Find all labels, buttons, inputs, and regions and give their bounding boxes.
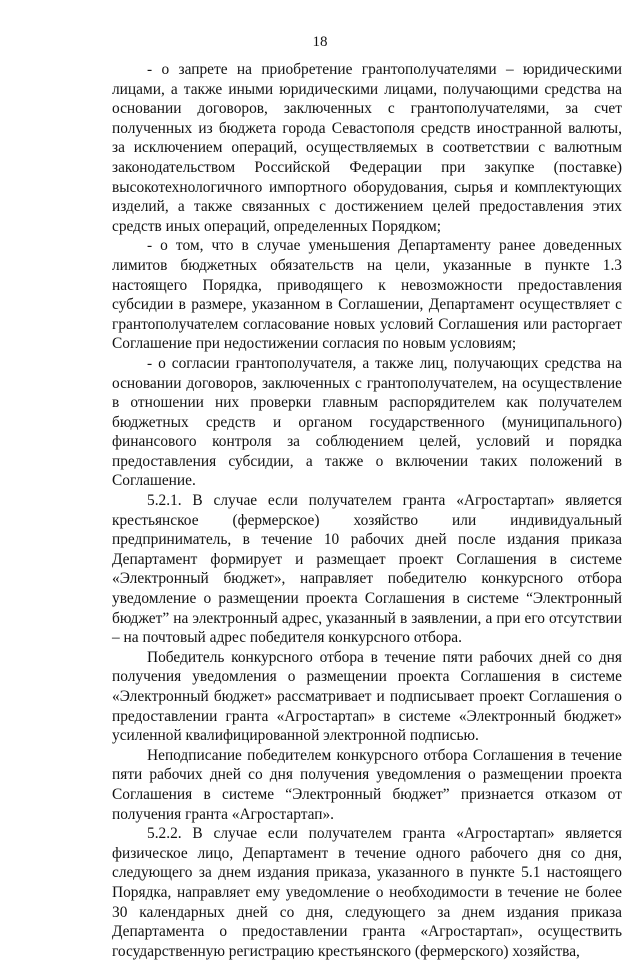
paragraph-5-2-2: 5.2.2. В случае если получателем гранта «Агростартап» является физическое лицо, Департамент в течение одного рабочего дня со дня, следующего за днем издания приказа, указанного в пункте 5.1 настоящего Порядка, направляет ему уведомление о необходимости в течение не более 30 календарных дней со дня, следующего за днем издания приказа Департамента о предоставлении гранта «Агростартап», осуществить государственную регистрацию крестьянского (фермерского) хозяйства,: [112, 825, 622, 960]
paragraph-5-2-1: 5.2.1. В случае если получателем гранта «Агростартап» является крестьянское (фермерское) хозяйство или индивидуальный предприниматель, в течение 10 рабочих дней после издания приказа Департамент формирует и размещает проект Соглашения в системе «Электронный бюджет», направляет победителю конкурсного отбора уведомление о размещении проекта Соглашения в системе “Электронный бюджет” на электронный адрес, указанный в заявлении, а при его отсутствии – на почтовый адрес победителя конкурсного отбора.: [112, 492, 622, 647]
paragraph-inspection-consent: - о согласии грантополучателя, а также лиц, получающих средства на основании договоров, заключенных с грантополучателем, на осуществление в отношении них проверки главным распорядителем как получателем бюджетных средств и органом государственного (муниципального) финансового контроля за соблюдением целей, условий и порядка предоставления субсидии, а также о включении таких положений в Соглашение.: [112, 354, 622, 490]
paragraph-non-signing: Неподписание победителем конкурсного отбора Соглашения в течение пяти рабочих дней со дня получения уведомления о размещении проекта Соглашения в системе “Электронный бюджет” признается отказом от получения гранта «Агростартап».: [112, 746, 622, 823]
paragraph-signing: Победитель конкурсного отбора в течение пяти рабочих дней со дня получения уведомления о размещении проекта Соглашения в системе «Электронный бюджет» рассматривает и подписывает проект Соглашения о предоставлении гранта «Агростартап» в системе «Электронный бюджет» усиленной квалифицированной электронной подписью.: [112, 648, 622, 745]
paragraph-limits-reduction: - о том, что в случае уменьшения Департаменту ранее доведенных лимитов бюджетных обязательств на цели, указанные в пункте 1.3 настоящего Порядка, приводящего к невозможности предоставления субсидии в размере, указанном в Соглашении, Департамент осуществляет с грантополучателем согласование новых условий Соглашения или расторгает Соглашение при недостижении согласия по новым условиям;: [112, 237, 622, 353]
body-text: [112, 60, 622, 961]
paragraph-currency-ban: - о запрете на приобретение грантополучателями – юридическими лицами, а также иными юридическими лицами, получающими средства на основании договоров, заключенных с грантополучателями, за счет полученных из бюджета города Севастополя средств иностранной валюты, за исключением операций, осуществляемых в соответствии с валютным законодательством Российской Федерации при закупке (поставке) высокотехнологичного импортного оборудования, сырья и комплектующих изделий, а также связанных с достижением целей предоставления этих средств иных операций, определенных Порядком;: [112, 61, 622, 235]
page-number: 18: [312, 34, 328, 50]
